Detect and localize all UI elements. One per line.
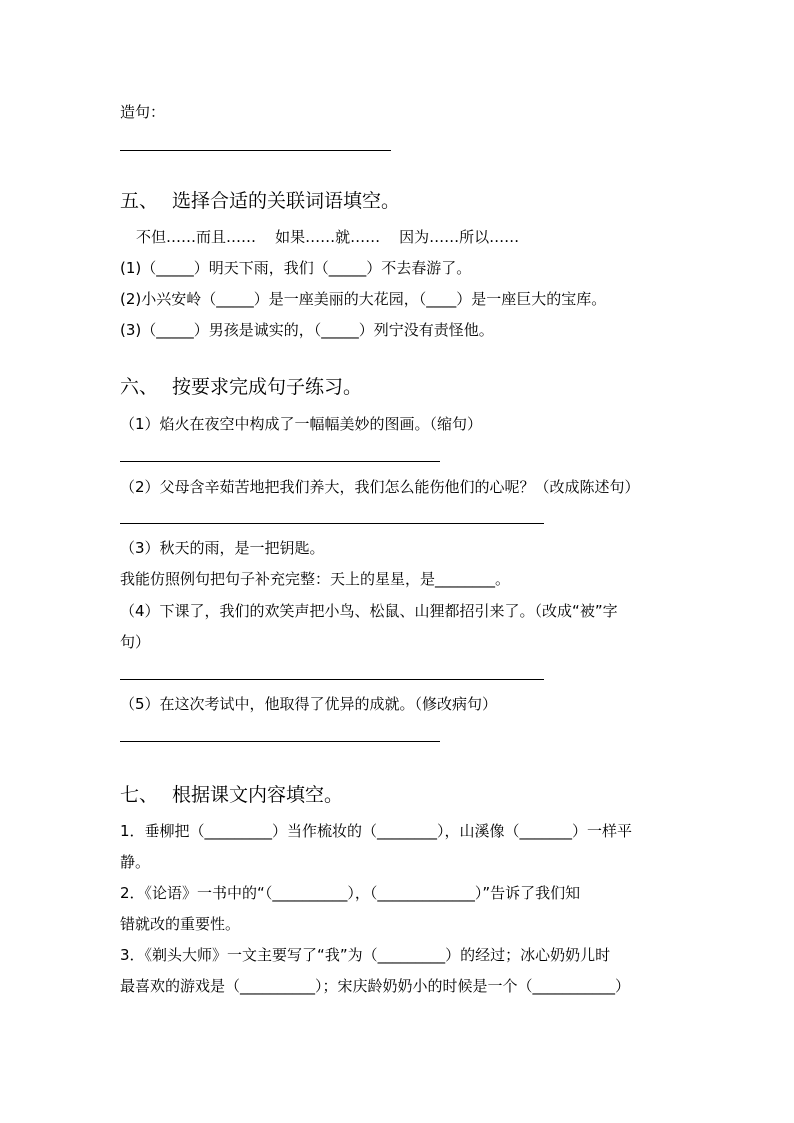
section-7-heading xyxy=(120,783,343,807)
answer-line xyxy=(120,679,544,680)
section-title: 按要求完成句子练习。 xyxy=(172,376,363,398)
question-7-2: 2．《论语》一书中的“（__________），（_____________）”告诉了我们知 xyxy=(120,884,581,902)
question-6-3-continuation: 我能仿照例句把句子补充完整：天上的星星，是________。 xyxy=(120,570,511,588)
section-number: 六、 xyxy=(120,376,159,398)
question-6-3: （3）秋天的雨，是一把钥匙。 xyxy=(120,539,325,557)
answer-line xyxy=(120,741,440,742)
question-7-1-continuation: 静。 xyxy=(120,853,151,871)
question-6-5: （5）在这次考试中，他取得了优异的成就。（修改病句） xyxy=(120,695,498,713)
answer-line xyxy=(120,461,440,462)
section-title: 根据课文内容填空。 xyxy=(172,784,344,806)
question-6-4: （4）下课了，我们的欢笑声把小鸟、松鼠、山狸都招引来了。（改成“被”字 xyxy=(120,602,618,620)
question-7-1: 1．垂柳把（_________）当作梳妆的（________），山溪像（_______）一样平 xyxy=(120,822,633,840)
section-title: 选择合适的关联词语填空。 xyxy=(172,190,401,212)
answer-line xyxy=(120,523,544,524)
question-6-1: （1）焰火在夜空中构成了一幅幅美妙的图画。（缩句） xyxy=(120,415,483,433)
zaoju-label: 造句： xyxy=(120,103,166,121)
question-7-2-continuation: 错就改的重要性。 xyxy=(120,915,241,933)
connective-options: 不但……而且…… 如果……就…… 因为……所以…… xyxy=(136,228,520,246)
answer-line xyxy=(120,150,391,151)
section-6-heading xyxy=(120,375,362,399)
question-5-2: (2)小兴安岭（_____）是一座美丽的大花园，（____）是一座巨大的宝库。 xyxy=(120,290,607,308)
question-6-2: （2）父母含辛茹苦地把我们养大，我们怎么能伤他们的心呢？（改成陈述句） xyxy=(120,478,640,496)
question-7-3-continuation: 最喜欢的游戏是（__________）；宋庆龄奶奶小的时候是一个（___________） xyxy=(120,977,631,995)
question-6-4-continuation: 句） xyxy=(120,633,151,651)
section-number: 五、 xyxy=(120,190,159,212)
section-5-heading xyxy=(120,189,400,213)
question-5-1: (1)（_____）明天下雨，我们（_____）不去春游了。 xyxy=(120,259,472,277)
section-number: 七、 xyxy=(120,784,159,806)
question-5-3: (3)（_____）男孩是诚实的，（_____）列宁没有责怪他。 xyxy=(120,321,494,339)
question-7-3: 3．《剃头大师》一文主要写了“我”为（_________）的经过；冰心奶奶儿时 xyxy=(120,946,611,964)
